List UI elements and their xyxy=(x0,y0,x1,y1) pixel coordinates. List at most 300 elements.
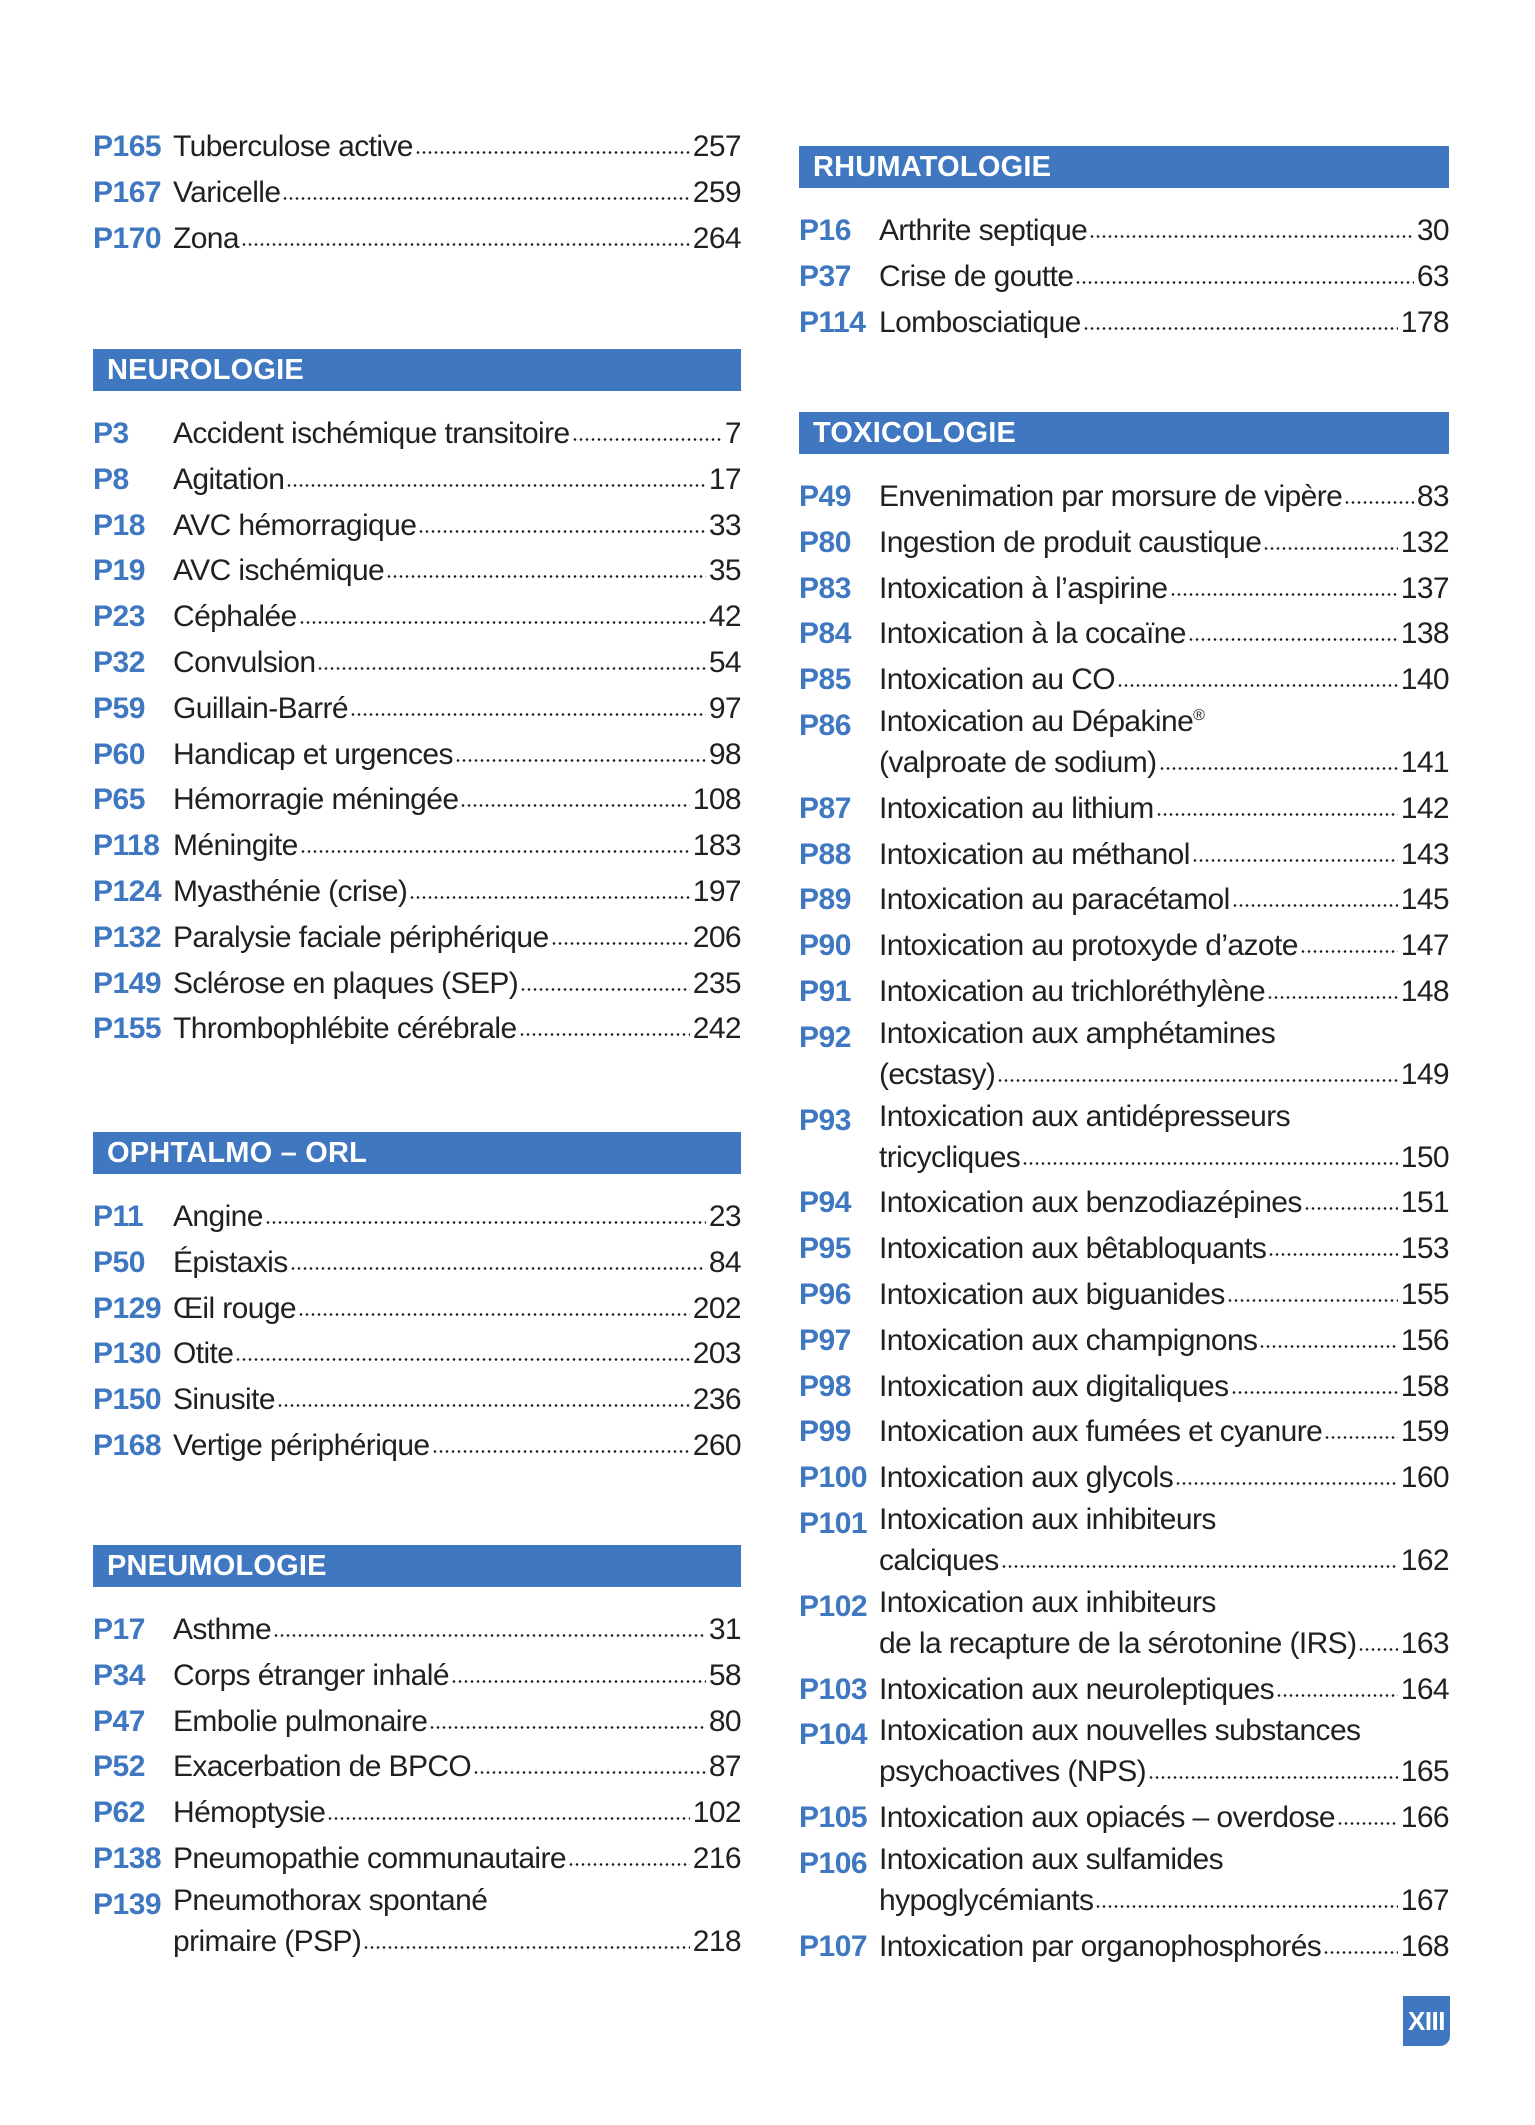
entry-title: Ingestion de produit caustique xyxy=(879,525,1262,559)
toc-entry xyxy=(799,208,1449,254)
toc-entry xyxy=(799,254,1449,300)
entry-page-number: 87 xyxy=(708,1750,741,1784)
dot-leader xyxy=(415,151,690,154)
dot-leader xyxy=(300,850,690,853)
entry-code: P11 xyxy=(93,1200,144,1233)
entry-code: P96 xyxy=(799,1277,851,1311)
dot-leader xyxy=(1192,859,1398,862)
section-neurologie xyxy=(93,349,741,1052)
entry-page-number: 132 xyxy=(1400,525,1449,559)
entry-page-number: 30 xyxy=(1416,214,1449,247)
entry-title: Intoxication aux nouvelles substances xyxy=(879,1714,1361,1748)
entry-list xyxy=(799,474,1449,1970)
entry-list xyxy=(799,208,1449,345)
entry-code: P80 xyxy=(799,525,851,559)
entry-page-number: 178 xyxy=(1400,305,1449,339)
dot-leader xyxy=(1344,501,1414,504)
entry-code: P104 xyxy=(799,1718,868,1752)
entry-title: primaire (PSP) xyxy=(173,1924,362,1958)
entry-title: Intoxication aux bêtabloquants xyxy=(879,1232,1267,1266)
entry-title: Convulsion xyxy=(173,645,316,679)
entry-title: (ecstasy) xyxy=(879,1057,996,1091)
toc-entry xyxy=(93,961,741,1007)
dot-leader xyxy=(451,1680,706,1683)
entry-page-number: 202 xyxy=(692,1291,741,1325)
entry-code: P167 xyxy=(93,175,162,209)
entry-code: P85 xyxy=(799,663,851,697)
entry-code: P97 xyxy=(799,1323,851,1357)
toc-entry xyxy=(799,832,1449,878)
entry-page-number: 168 xyxy=(1400,1929,1449,1963)
entry-title: Crise de goutte xyxy=(879,259,1074,293)
dot-leader xyxy=(455,759,706,762)
entry-code: P18 xyxy=(93,508,145,542)
toc-entry xyxy=(799,1584,1449,1667)
section-header: NEUROLOGIE xyxy=(93,349,741,391)
entry-code: P37 xyxy=(799,259,851,293)
entry-title: Céphalée xyxy=(173,600,297,634)
entry-page-number: 140 xyxy=(1400,663,1449,697)
entry-code: P47 xyxy=(93,1704,145,1738)
dot-leader xyxy=(1267,996,1398,999)
dot-leader xyxy=(1089,235,1414,238)
entry-list xyxy=(93,124,741,261)
dot-leader xyxy=(327,1817,689,1820)
entry-page-number: 260 xyxy=(692,1428,741,1462)
toc-entry xyxy=(799,1455,1449,1501)
entry-page-number: 218 xyxy=(692,1924,741,1958)
entry-title: Intoxication au Dépakine® xyxy=(879,704,1205,738)
toc-entry xyxy=(93,457,741,503)
entry-code: P99 xyxy=(799,1415,851,1449)
dot-leader xyxy=(432,1450,690,1453)
dot-leader xyxy=(551,942,690,945)
entry-page-number: 17 xyxy=(708,462,741,496)
entry-code: P17 xyxy=(93,1613,145,1646)
entry-page-number: 97 xyxy=(708,691,741,725)
entry-title: Intoxication au CO xyxy=(879,663,1115,697)
entry-code: P83 xyxy=(799,571,851,605)
entry-page-number: 160 xyxy=(1400,1461,1449,1495)
entry-title: Intoxication au paracétamol xyxy=(879,883,1230,917)
entry-page-number: 242 xyxy=(692,1012,741,1046)
toc-entry xyxy=(93,1423,741,1469)
entry-page-number: 155 xyxy=(1400,1277,1449,1311)
entry-code: P105 xyxy=(799,1801,868,1835)
toc-entry xyxy=(799,1364,1449,1410)
entry-code: P59 xyxy=(93,691,145,725)
dot-leader xyxy=(299,621,706,624)
toc-entry xyxy=(93,1790,741,1836)
entry-title: Intoxication aux sulfamides xyxy=(879,1842,1223,1876)
entry-page-number: 145 xyxy=(1400,883,1449,917)
entry-title: Intoxication aux neuroleptiques xyxy=(879,1672,1275,1706)
entry-page-number: 102 xyxy=(692,1796,741,1830)
section-toxicologie xyxy=(799,412,1449,1970)
entry-page-number: 183 xyxy=(692,829,741,863)
entry-list xyxy=(93,1194,741,1469)
entry-code: P84 xyxy=(799,617,851,651)
entry-page-number: 7 xyxy=(724,417,741,450)
entry-page-number: 42 xyxy=(708,600,741,634)
entry-page-number: 84 xyxy=(708,1245,741,1279)
section-rhumatologie xyxy=(799,146,1449,345)
toc-entry xyxy=(93,1377,741,1423)
toc-entry xyxy=(799,1409,1449,1455)
entry-title: (valproate de sodium) xyxy=(879,745,1157,779)
entry-page-number: 23 xyxy=(708,1200,741,1233)
toc-entry xyxy=(799,1180,1449,1226)
dot-leader xyxy=(282,197,689,200)
dot-leader xyxy=(1358,1648,1397,1651)
entry-title: Agitation xyxy=(173,462,285,496)
entry-code: P94 xyxy=(799,1186,851,1220)
entry-page-number: 158 xyxy=(1400,1369,1449,1403)
toc-entry xyxy=(799,520,1449,566)
entry-title: Œil rouge xyxy=(173,1291,296,1325)
entry-page-number: 216 xyxy=(692,1841,741,1875)
entry-page-number: 149 xyxy=(1400,1057,1449,1091)
dot-leader xyxy=(1300,950,1398,953)
entry-title: Envenimation par morsure de vipère xyxy=(879,480,1343,513)
entry-title: Exacerbation de BPCO xyxy=(173,1750,472,1784)
toc-entry xyxy=(799,1501,1449,1584)
entry-page-number: 164 xyxy=(1400,1672,1449,1706)
dot-leader xyxy=(1075,281,1413,284)
dot-leader xyxy=(286,484,705,487)
toc-entry xyxy=(799,474,1449,520)
dot-leader xyxy=(1083,327,1398,330)
dot-leader xyxy=(1232,904,1398,907)
entry-code: P168 xyxy=(93,1428,162,1462)
toc-entry xyxy=(93,548,741,594)
dot-leader xyxy=(1276,1694,1398,1697)
entry-title: Vertige périphérique xyxy=(173,1428,430,1462)
entry-code: P3 xyxy=(93,417,129,450)
entry-title: Intoxication aux inhibiteurs xyxy=(879,1502,1216,1536)
toc-entry xyxy=(799,1226,1449,1272)
entry-title: Otite xyxy=(173,1337,234,1371)
toc-entry xyxy=(93,869,741,915)
toc-entry xyxy=(93,1744,741,1790)
dot-leader xyxy=(1117,684,1398,687)
entry-page-number: 257 xyxy=(692,130,741,163)
entry-page-number: 236 xyxy=(692,1383,741,1417)
entry-code: P16 xyxy=(799,214,851,247)
dot-leader xyxy=(1304,1207,1398,1210)
entry-code: P138 xyxy=(93,1841,162,1875)
entry-title: tricycliques xyxy=(879,1140,1021,1174)
entry-title: Intoxication aux amphétamines xyxy=(879,1016,1276,1050)
entry-page-number: 54 xyxy=(708,645,741,679)
entry-title: Intoxication aux digitaliques xyxy=(879,1369,1229,1403)
entry-title: Varicelle xyxy=(173,175,281,209)
entry-code: P155 xyxy=(93,1012,162,1046)
toc-entry xyxy=(93,1699,741,1745)
toc-entry xyxy=(93,1836,741,1882)
entry-title: Paralysie faciale périphérique xyxy=(173,920,549,954)
entry-page-number: 141 xyxy=(1400,745,1449,779)
toc-entry xyxy=(93,1006,741,1052)
entry-page-number: 143 xyxy=(1400,837,1449,871)
entry-title: Intoxication à la cocaïne xyxy=(879,617,1186,651)
dot-leader xyxy=(1156,813,1398,816)
entry-page-number: 83 xyxy=(1416,480,1449,513)
toc-entry xyxy=(93,124,741,170)
toc-entry xyxy=(799,1841,1449,1924)
entry-title: AVC hémorragique xyxy=(173,508,417,542)
entry-title: Intoxication aux fumées et cyanure xyxy=(879,1415,1323,1449)
toc-entry xyxy=(93,503,741,549)
toc-entry xyxy=(799,1924,1449,1970)
toc-entry xyxy=(93,732,741,778)
dot-leader xyxy=(997,1079,1397,1082)
entry-code: P101 xyxy=(799,1506,868,1540)
dot-leader xyxy=(572,438,722,441)
entry-page-number: 31 xyxy=(708,1613,741,1646)
section-header: TOXICOLOGIE xyxy=(799,412,1449,454)
entry-page-number: 165 xyxy=(1400,1755,1449,1789)
dot-leader xyxy=(473,1771,706,1774)
entry-page-number: 33 xyxy=(708,508,741,542)
entry-code: P170 xyxy=(93,221,162,255)
entry-code: P88 xyxy=(799,837,851,871)
entry-page-number: 166 xyxy=(1400,1801,1449,1835)
toc-entry xyxy=(799,1098,1449,1181)
dot-leader xyxy=(1337,1822,1398,1825)
entry-title: Asthme xyxy=(173,1613,272,1646)
toc-entry xyxy=(93,594,741,640)
dot-leader xyxy=(317,667,705,670)
entry-page-number: 63 xyxy=(1416,259,1449,293)
entry-title: Intoxication aux inhibiteurs xyxy=(879,1585,1216,1619)
entry-page-number: 142 xyxy=(1400,791,1449,825)
dot-leader xyxy=(429,1726,705,1729)
entry-title: Intoxication aux champignons xyxy=(879,1323,1258,1357)
entry-code: P93 xyxy=(799,1103,851,1137)
entry-code: P92 xyxy=(799,1020,851,1054)
dot-leader xyxy=(298,1313,690,1316)
dot-leader xyxy=(273,1634,706,1637)
section-header: RHUMATOLOGIE xyxy=(799,146,1449,188)
entry-title: Intoxication au méthanol xyxy=(879,837,1190,871)
toc-entry xyxy=(799,1712,1449,1795)
entry-title: Thrombophlébite cérébrale xyxy=(173,1012,517,1046)
toc-entry xyxy=(93,1286,741,1332)
entry-page-number: 156 xyxy=(1400,1323,1449,1357)
toc-entry xyxy=(799,1667,1449,1713)
toc-entry xyxy=(799,657,1449,703)
dot-leader xyxy=(1001,1565,1398,1568)
toc-entry xyxy=(93,640,741,686)
entry-title: Zona xyxy=(173,221,239,255)
entry-title: hypoglycémiants xyxy=(879,1883,1094,1917)
entry-page-number: 235 xyxy=(692,966,741,1000)
entry-code: P150 xyxy=(93,1383,162,1417)
section-header: OPHTALMO – ORL xyxy=(93,1132,741,1174)
section-pneumologie xyxy=(93,1545,741,1965)
entry-code: P90 xyxy=(799,929,851,963)
entry-title: Intoxication aux antidépresseurs xyxy=(879,1099,1291,1133)
entry-title: Hémorragie méningée xyxy=(173,783,459,817)
dot-leader xyxy=(418,530,706,533)
entry-title: de la recapture de la sérotonine (IRS) xyxy=(879,1626,1357,1660)
entry-code: P124 xyxy=(93,874,162,908)
toc-entry xyxy=(799,703,1449,786)
dot-leader xyxy=(519,1033,690,1036)
entry-page-number: 98 xyxy=(708,737,741,771)
entry-code: P118 xyxy=(93,829,160,863)
dot-leader xyxy=(386,575,706,578)
entry-page-number: 203 xyxy=(692,1337,741,1371)
entry-code: P65 xyxy=(93,783,145,817)
section-header: PNEUMOLOGIE xyxy=(93,1545,741,1587)
toc-entry xyxy=(93,1194,741,1240)
entry-page-number: 108 xyxy=(692,783,741,817)
entry-code: P23 xyxy=(93,600,145,634)
dot-leader xyxy=(363,1946,689,1949)
entry-page-number: 259 xyxy=(692,175,741,209)
entry-code: P102 xyxy=(799,1589,868,1623)
dot-leader xyxy=(1148,1776,1398,1779)
entry-title: Arthrite septique xyxy=(879,214,1088,247)
entry-title: Hémoptysie xyxy=(173,1796,326,1830)
entry-code: P52 xyxy=(93,1750,145,1784)
entry-page-number: 206 xyxy=(692,920,741,954)
toc-entry xyxy=(799,1272,1449,1318)
dot-leader xyxy=(520,988,690,991)
entry-code: P34 xyxy=(93,1658,145,1692)
entry-title: Intoxication par organophosphorés xyxy=(879,1929,1322,1963)
entry-code: P98 xyxy=(799,1369,851,1403)
entry-code: P130 xyxy=(93,1337,162,1371)
page-number-badge: XIII xyxy=(1403,1996,1450,2046)
entry-title: Lombosciatique xyxy=(879,305,1081,339)
entry-page-number: 80 xyxy=(708,1704,741,1738)
entry-code: P86 xyxy=(799,708,851,742)
dot-leader xyxy=(1227,1299,1398,1302)
entry-code: P95 xyxy=(799,1232,851,1266)
dot-leader xyxy=(460,804,689,807)
toc-entry xyxy=(799,566,1449,612)
entry-title: Accident ischémique transitoire xyxy=(173,417,570,450)
entry-page-number: 159 xyxy=(1400,1415,1449,1449)
entry-list xyxy=(93,411,741,1052)
toc-entry xyxy=(93,411,741,457)
toc-entry xyxy=(93,823,741,869)
entry-code: P114 xyxy=(799,305,866,339)
dot-leader xyxy=(350,713,706,716)
entry-title: Méningite xyxy=(173,829,298,863)
dot-leader xyxy=(235,1358,689,1361)
dot-leader xyxy=(1268,1253,1397,1256)
toc-entry xyxy=(799,969,1449,1015)
entry-code: P50 xyxy=(93,1245,145,1279)
toc-entry xyxy=(93,1882,741,1965)
entry-page-number: 153 xyxy=(1400,1232,1449,1266)
entry-title: psychoactives (NPS) xyxy=(879,1755,1147,1789)
toc-entry xyxy=(799,877,1449,923)
entry-title: Sclérose en plaques (SEP) xyxy=(173,966,519,1000)
entry-title: calciques xyxy=(879,1543,999,1577)
entry-page-number: 137 xyxy=(1400,571,1449,605)
dot-leader xyxy=(1022,1162,1398,1165)
toc-entry xyxy=(799,786,1449,832)
entry-page-number: 58 xyxy=(708,1658,741,1692)
entry-title: Intoxication aux benzodiazépines xyxy=(879,1186,1302,1220)
toc-entry xyxy=(799,923,1449,969)
entry-page-number: 35 xyxy=(708,554,741,588)
entry-code: P149 xyxy=(93,966,162,1000)
entry-code: P139 xyxy=(93,1887,162,1921)
toc-entry xyxy=(93,915,741,961)
toc-entry xyxy=(93,216,741,262)
entry-title: Intoxication aux opiacés – overdose xyxy=(879,1801,1335,1835)
toc-entry xyxy=(93,1607,741,1653)
entry-title: Intoxication au lithium xyxy=(879,791,1154,825)
entry-code: P106 xyxy=(799,1846,868,1880)
entry-title: Pneumopathie communautaire xyxy=(173,1841,566,1875)
entry-code: P87 xyxy=(799,791,851,825)
entry-page-number: 162 xyxy=(1400,1543,1449,1577)
entry-page-number: 197 xyxy=(692,874,741,908)
section-ophtalmo-orl xyxy=(93,1132,741,1469)
entry-title: Épistaxis xyxy=(173,1245,288,1279)
entry-page-number: 150 xyxy=(1400,1140,1449,1174)
entry-page-number: 151 xyxy=(1400,1186,1449,1220)
entry-code: P91 xyxy=(799,974,851,1008)
entry-code: P129 xyxy=(93,1291,162,1325)
entry-code: P100 xyxy=(799,1461,868,1495)
entry-page-number: 163 xyxy=(1400,1626,1449,1660)
entry-code: P19 xyxy=(93,554,145,588)
entry-page-number: 148 xyxy=(1400,974,1449,1008)
entry-title: Intoxication aux biguanides xyxy=(879,1277,1225,1311)
toc-entry xyxy=(799,1015,1449,1098)
entry-title: Guillain-Barré xyxy=(173,691,348,725)
dot-leader xyxy=(290,1267,706,1270)
toc-entry xyxy=(799,611,1449,657)
dot-leader xyxy=(1323,1951,1398,1954)
entry-page-number: 264 xyxy=(692,221,741,255)
entry-title: Tuberculose active xyxy=(173,130,413,163)
dot-leader xyxy=(1170,593,1398,596)
section-continued xyxy=(93,130,741,261)
dot-leader xyxy=(1159,767,1398,770)
entry-title: Myasthénie (crise) xyxy=(173,874,408,908)
entry-code: P103 xyxy=(799,1672,868,1706)
entry-title: Handicap et urgences xyxy=(173,737,453,771)
dot-leader xyxy=(1175,1482,1398,1485)
toc-entry xyxy=(93,170,741,216)
entry-title: Sinusite xyxy=(173,1383,275,1417)
entry-list xyxy=(93,1607,741,1965)
dot-leader xyxy=(409,896,689,899)
dot-leader xyxy=(265,1221,706,1224)
entry-page-number: 167 xyxy=(1400,1883,1449,1917)
dot-leader xyxy=(1231,1391,1398,1394)
entry-code: P165 xyxy=(93,130,162,163)
entry-code: P32 xyxy=(93,645,145,679)
entry-code: P60 xyxy=(93,737,145,771)
toc-entry xyxy=(93,1240,741,1286)
entry-title: Embolie pulmonaire xyxy=(173,1704,428,1738)
entry-title: Intoxication au trichloréthylène xyxy=(879,974,1266,1008)
entry-title: Corps étranger inhalé xyxy=(173,1658,449,1692)
dot-leader xyxy=(277,1404,690,1407)
dot-leader xyxy=(568,1863,690,1866)
dot-leader xyxy=(241,243,690,246)
